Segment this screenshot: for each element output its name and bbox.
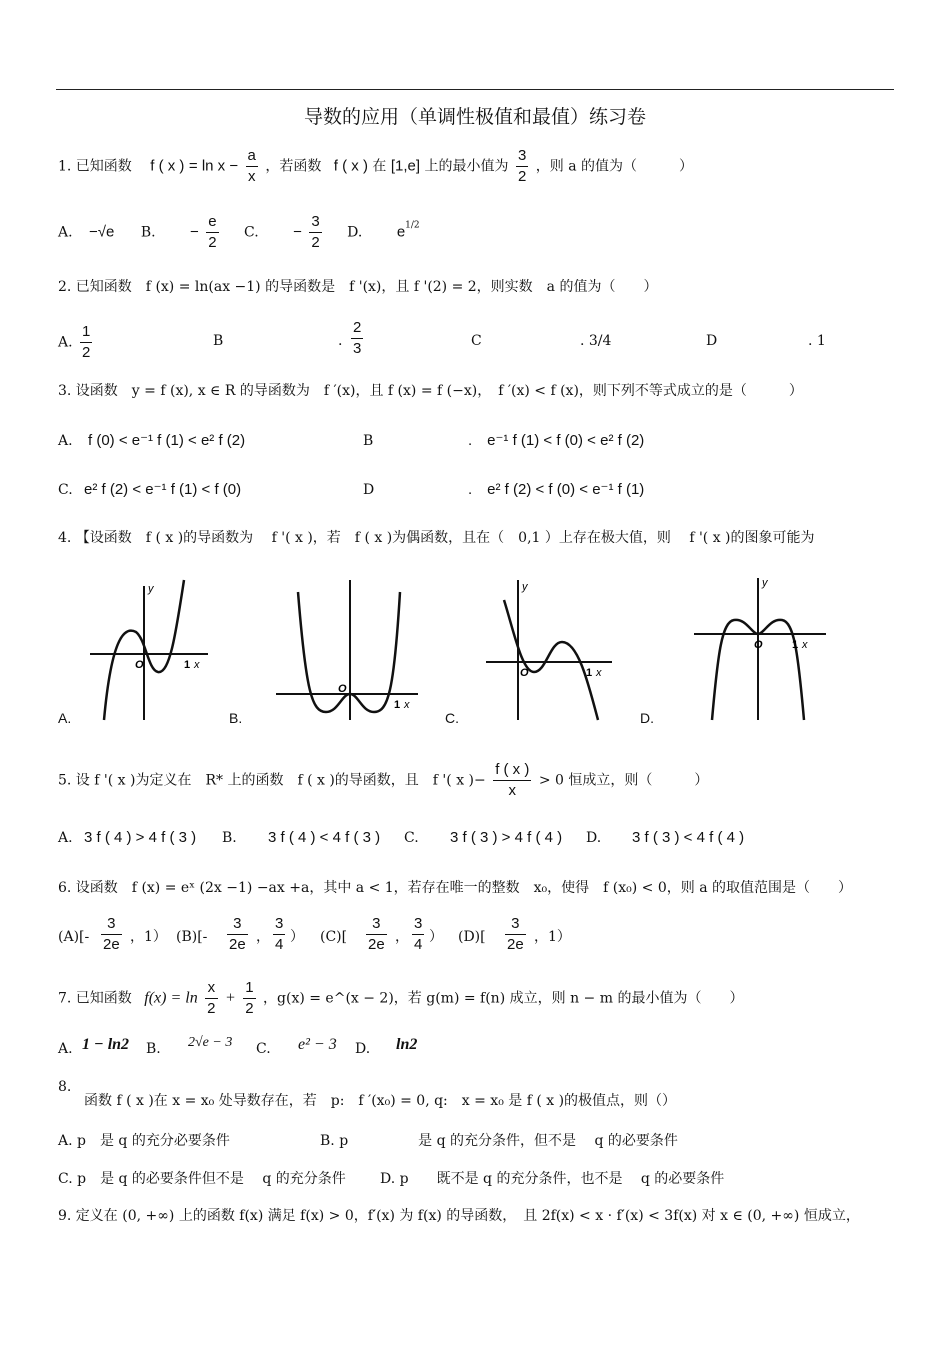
q4-option-c-label: C. xyxy=(445,710,459,726)
q6-option-a-frac: $\frac{3}{2e}$ xyxy=(103,915,120,953)
q6-option-b-frac2: $\frac{3}{4}$ xyxy=(275,915,284,953)
q5-options xyxy=(58,829,898,847)
q6-option-c-label: (C)[ xyxy=(320,929,348,945)
q5-option-b-label: B. xyxy=(222,830,237,846)
q6-option-d-label: (D)[ xyxy=(458,929,486,945)
q6-option-c-comma: ， xyxy=(395,929,409,945)
q3-option-a: f (0) < e⁻¹ f (1) < e² f (2) xyxy=(88,432,246,449)
q7-prefix: 7. 已知函数 xyxy=(58,990,132,1007)
question-7 xyxy=(58,978,743,1019)
origin-label: O xyxy=(520,667,529,679)
tick-1-label: 1 xyxy=(792,639,799,651)
q7-option-b: 2√e − 3 xyxy=(188,1035,233,1050)
q1-interval: [1,e] xyxy=(390,157,421,175)
q5-option-a: 3 f ( 4 ) > 4 f ( 3 ) xyxy=(84,829,197,846)
question-6: 6. 设函数 f (x) = eˣ (2x −1) −ax +a，其中 a < 1，若存在唯一的整数 x₀，使得 f (x₀) < 0，则 a 的取值范围是（ ） xyxy=(58,880,853,896)
q2-option-b-label: B xyxy=(213,333,224,349)
q2-options xyxy=(58,319,898,363)
q6-option-a-label: (A)[- xyxy=(58,929,90,945)
q6-option-c-frac2: $\frac{3}{4}$ xyxy=(414,915,423,953)
q1-mid1: ，若函数 xyxy=(265,158,322,175)
q8-option-a: A. p 是 q 的充分必要条件 xyxy=(58,1133,230,1149)
y-label: y xyxy=(762,577,768,589)
q7-g: ，g(x) = e^(x − 2)，若 g(m) = f(n) 成立，则 n − m 的最小值为（ ） xyxy=(263,990,744,1007)
y-label: y xyxy=(148,583,154,595)
question-1 xyxy=(58,146,693,187)
q6-option-b-frac1: $\frac{3}{2e}$ xyxy=(229,915,246,953)
tick-1-label: 1 xyxy=(394,699,401,711)
q3-options-cd xyxy=(58,481,898,499)
x-label: x xyxy=(404,699,410,711)
q2-option-b: $\frac{2}{3}$ xyxy=(353,319,362,357)
q6-option-b-label: (B)[- xyxy=(176,929,208,945)
q6-option-d-end: ，1） xyxy=(534,929,571,945)
q7-option-c: e² − 3 xyxy=(298,1036,337,1053)
q1-option-d-exp: 1/2 xyxy=(405,220,420,231)
origin-label: O xyxy=(754,639,763,651)
q7-option-a-label: A. xyxy=(58,1041,73,1057)
question-3: 3. 设函数 y = f (x), x ∈ R 的导函数为 f ′(x)，且 f (x) = f (−x)， f ′(x) < f (x)，则下列不等式成立的是（ ） xyxy=(58,383,803,399)
q2-option-c-label: C xyxy=(471,333,482,349)
q3-options-ab xyxy=(58,432,898,450)
q5-option-b: 3 f ( 4 ) < 4 f ( 3 ) xyxy=(268,829,381,846)
q1-eq: = ln x − xyxy=(188,157,239,175)
q7-option-c-label: C. xyxy=(256,1041,271,1057)
q5-option-d-label: D. xyxy=(586,830,602,846)
q5-option-c-label: C. xyxy=(404,830,419,846)
q1-mid3: 上的最小值为 xyxy=(424,158,509,175)
x-label: x xyxy=(194,659,200,671)
question-8: 函数 f ( x )在 x = x₀ 处导数存在，若 p: f ′(x₀) = 0, q: x = x₀ 是 f ( x )的极值点，则（） xyxy=(84,1093,677,1109)
q7-option-d-label: D. xyxy=(355,1041,371,1057)
q7-options xyxy=(58,1035,898,1058)
q5-option-a-label: A. xyxy=(58,830,73,846)
question-9: 9. 定义在 (0, +∞) 上的函数 f(x) 满足 f(x) > 0，f′(x) 为 f(x) 的导函数， 且 2f(x) < x · f′(x) < 3f(x) 对 x ∈ (0, +∞) 恒成立， xyxy=(58,1208,860,1224)
q3-option-a-label: A. xyxy=(58,433,73,449)
q1-prefix: 1. 已知函数 xyxy=(58,158,132,175)
x-label: x xyxy=(596,667,602,679)
question-8-number: 8. xyxy=(58,1079,72,1095)
q3-option-c: e² f (2) < e⁻¹ f (1) < f (0) xyxy=(84,481,242,498)
q6-option-c-end: ） xyxy=(429,929,443,945)
q4-graph-d xyxy=(690,572,830,722)
q1-fx2: f ( x ) xyxy=(333,157,368,175)
q6-option-d-frac: $\frac{3}{2e}$ xyxy=(507,915,524,953)
q1-option-c: $\frac{3}{2}$ xyxy=(311,213,320,251)
q8-option-b: B. p 是 q 的充分条件，但不是 q 的必要条件 xyxy=(320,1133,678,1149)
q1-fraction: $\frac{a}{x}$ xyxy=(247,147,256,185)
question-4: 4. 【设函数 f ( x )的导函数为 f '( x )，若 f ( x )为偶函数，且在（ 0,1 ）上存在极大值，则 f '( x )的图象可能为 xyxy=(58,530,815,546)
q4-option-a-label: A. xyxy=(58,710,72,726)
q8-option-d: D. p 既不是 q 的充分条件，也不是 q 的必要条件 xyxy=(380,1171,725,1187)
q7-plus: + xyxy=(224,989,236,1007)
q3-option-d: . e² f (2) < f (0) < e⁻¹ f (1) xyxy=(468,481,645,498)
q5-option-c: 3 f ( 3 ) > 4 f ( 4 ) xyxy=(450,829,563,846)
q1-option-b-sign: − xyxy=(190,223,199,241)
q4-graph-a xyxy=(86,572,216,722)
q1-options xyxy=(58,212,420,253)
q1-option-d-label: D. xyxy=(347,224,363,241)
q4-graph-b xyxy=(272,572,422,722)
tick-1-label: 1 xyxy=(184,659,191,671)
q2-option-c: . 3/4 xyxy=(580,333,612,349)
q5-prefix: 5. 设 f '( x )为定义在 R* 上的函数 f ( x )的导函数，且 f '( x )− xyxy=(58,772,486,789)
q4-option-b-label: B. xyxy=(229,710,243,726)
q7-f-frac: $\frac{x}{2}$ xyxy=(207,979,216,1017)
q1-mid2: 在 xyxy=(372,158,387,175)
q5-end: > 0 恒成立，则（ ） xyxy=(538,772,709,789)
q5-option-d: 3 f ( 3 ) < 4 f ( 4 ) xyxy=(632,829,745,846)
q2-option-a-label: A. xyxy=(58,334,73,351)
q1-option-a-label: A. xyxy=(58,224,73,241)
q7-option-a: 1 − ln2 xyxy=(82,1036,130,1053)
q3-option-b: . e⁻¹ f (1) < f (0) < e² f (2) xyxy=(468,432,645,449)
q7-option-d: ln2 xyxy=(396,1036,418,1053)
page-title: 导数的应用（单调性极值和最值）练习卷 xyxy=(303,106,646,128)
q3-option-c-label: C. xyxy=(58,482,73,498)
q1-end: ，则 a 的值为（ ） xyxy=(535,158,694,175)
q1-option-a: −√e xyxy=(89,223,115,241)
q2-option-b-dot: . xyxy=(338,333,343,349)
question-5 xyxy=(58,760,708,801)
q1-option-c-sign: − xyxy=(293,223,302,241)
y-label: y xyxy=(522,581,528,593)
q3-option-b-label: B xyxy=(363,433,374,449)
origin-label: O xyxy=(135,659,144,671)
q6-option-b-end: ） xyxy=(290,929,304,945)
q3-option-d-label: D xyxy=(363,482,375,498)
q1-fx: f ( x ) xyxy=(150,157,185,175)
q7-f: f(x) = ln xyxy=(144,989,198,1007)
top-rule xyxy=(56,89,894,90)
q2-option-a: $\frac{1}{2}$ xyxy=(82,323,91,361)
q8-option-c: C. p 是 q 的必要条件但不是 q 的充分条件 xyxy=(58,1171,346,1187)
question-2: 2. 已知函数 f (x) = ln(ax −1) 的导函数是 f '(x)，且 f '(2) = 2，则实数 a 的值为（ ） xyxy=(58,279,658,295)
q1-option-d-base: e xyxy=(396,223,406,241)
q6-option-b-comma: ， xyxy=(256,929,270,945)
q1-option-b: $\frac{e}{2}$ xyxy=(208,213,217,251)
q5-fraction: $\frac{f ( x )}{x}$ xyxy=(495,761,530,799)
q4-option-d-label: D. xyxy=(640,710,654,726)
q6-option-a-end: ，1） xyxy=(130,929,167,945)
q1-option-b-label: B. xyxy=(140,224,156,241)
q1-option-c-label: C. xyxy=(244,224,259,241)
tick-1-label: 1 xyxy=(586,667,593,679)
q7-h-frac: $\frac{1}{2}$ xyxy=(245,979,254,1017)
q6-option-c-frac1: $\frac{3}{2e}$ xyxy=(368,915,385,953)
q7-option-b-label: B. xyxy=(146,1041,161,1057)
origin-label: O xyxy=(338,683,347,695)
q2-option-d: . 1 xyxy=(808,333,826,349)
q4-graph-c xyxy=(482,572,617,722)
q1-min-fraction: $\frac{3}{2}$ xyxy=(517,147,527,185)
q2-option-d-label: D xyxy=(706,333,718,349)
x-label: x xyxy=(802,639,808,651)
